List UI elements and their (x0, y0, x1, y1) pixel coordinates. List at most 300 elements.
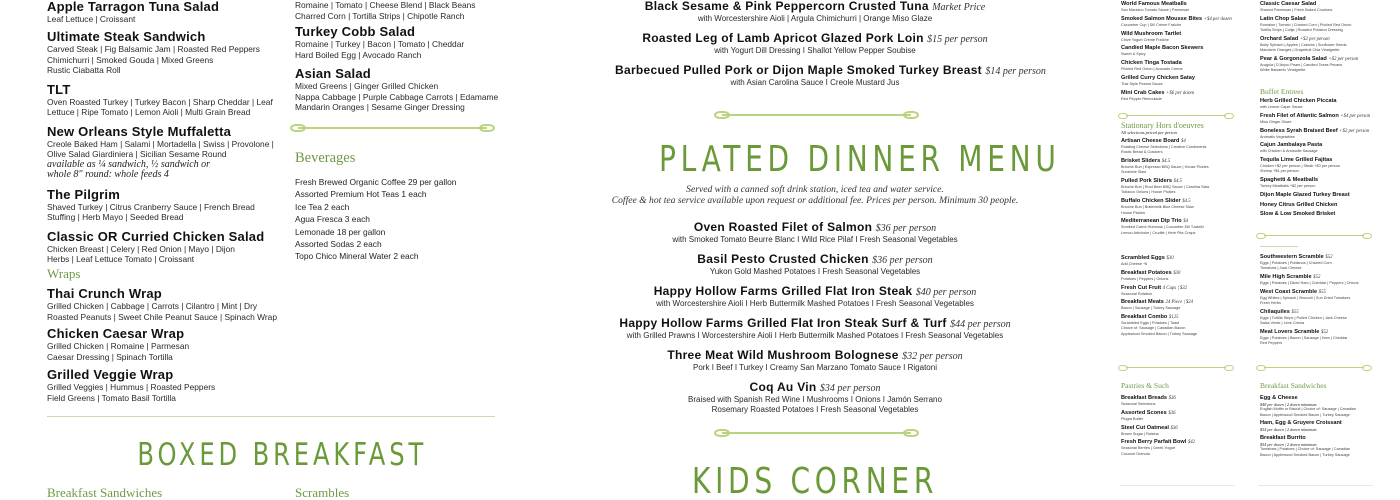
item-title: Pear & Gorgonzola Salad (1260, 55, 1327, 62)
item-title: Chicken Tinga Tostada (1121, 60, 1182, 67)
item-desc: Add Cheese +6 (1121, 262, 1148, 266)
beverages-heading: Beverages (295, 150, 356, 166)
item-desc: Eggs | Potatoes | Poblanos | Charred Corn (1260, 261, 1332, 265)
item-title: Roasted Leg of Lamb Apricot Glazed Pork Loin (642, 31, 924, 45)
item-heading (47, 327, 277, 341)
item-price: $15 per person (927, 34, 988, 45)
item-desc: Romaine | Tomato | Cheese Blend | Black Beans (295, 0, 476, 10)
item-desc: Salsa Verde | Lime Crema (1260, 321, 1305, 326)
item-desc: Rotating Cheese Selections | Creative Condiments (1121, 145, 1207, 149)
item-title: Meat Lovers Scramble (1260, 329, 1320, 336)
item-heading (1260, 202, 1370, 209)
item-title: Breakfast Burrito (1260, 435, 1306, 442)
item-price: $14 per person (985, 66, 1046, 77)
item-title: Mile High Scramble (1260, 274, 1312, 281)
item-heading (47, 368, 277, 382)
divider (1260, 246, 1298, 247)
item-price: $40 per person (915, 287, 977, 298)
item-desc: Seasonal Rotation (1121, 291, 1153, 296)
menu-item (47, 327, 277, 362)
item-title: World Famous Meatballs (1121, 1, 1187, 7)
item-title: Breakfast Potatoes (1121, 269, 1172, 276)
item-desc: Turkey Meatballs +$2 per person (1260, 184, 1316, 189)
item-heading (615, 32, 1015, 46)
item-title: Three Meat Wild Mushroom Bolognese (667, 348, 899, 362)
item-title: Honey Citrus Grilled Chicken (1260, 201, 1338, 208)
item-title: Happy Hollow Farms Grilled Flat Iron Steak (653, 284, 913, 298)
menu-item (1260, 157, 1370, 175)
item-heading (1121, 270, 1197, 277)
item-heading (600, 381, 1030, 395)
item-heading (47, 30, 274, 44)
beverage-list (295, 176, 456, 263)
item-desc: Grilled Chicken | Cabbage | Carrots | Cilantro | Mint | Dry (47, 301, 258, 311)
item-desc: Leaf Lettuce | Croissant (47, 14, 136, 24)
item-desc: Bacon | Applewood Smoked Bacon | Turkey Sausage (1260, 452, 1350, 457)
item-heading (615, 0, 1015, 14)
item-desc: Lemon Artichoke | Crudité | Herb Pita Crisps (1121, 230, 1196, 235)
menu-item (1260, 142, 1370, 154)
item-title: Black Sesame & Pink Peppercorn Crusted Tuna (644, 0, 929, 13)
item-price: $36 (1168, 396, 1176, 401)
item-heading (47, 230, 274, 244)
item-heading (600, 317, 1030, 331)
item-heading (1260, 36, 1358, 43)
item-title: Candied Maple Bacon Skewers (1121, 45, 1204, 52)
item-title: Turkey Cobb Salad (295, 24, 416, 39)
item-desc: Eggs | Potatoes | Diced Ham | Cheddar | Peppers | Onions (1260, 281, 1359, 286)
menu-item (1260, 98, 1370, 110)
item-price: $4.5 (1182, 199, 1191, 205)
item-heading (1121, 178, 1209, 185)
menu-item (47, 188, 274, 223)
item-desc: Mandarin Oranges | Grapefruit Chia Vinaigrette (1260, 48, 1340, 53)
item-desc: Shaved Turkey | Citrus Cranberry Sauce | French Bread (47, 201, 255, 212)
item-desc: Sweet & Spicy (1121, 52, 1146, 57)
menu-item (1121, 410, 1195, 422)
menu-item (295, 25, 498, 60)
item-desc: White Balsamic Vinaigrette (1260, 68, 1306, 73)
item-price: +$2 per person (1328, 56, 1359, 62)
item-title: Chicken Caesar Wrap (47, 326, 185, 342)
item-heading (1121, 16, 1232, 23)
item-heading (1260, 128, 1370, 135)
item-heading (1121, 75, 1232, 82)
item-heading (600, 221, 1030, 235)
menu-item (1121, 314, 1197, 337)
menu-item (1260, 309, 1359, 327)
item-title: Grilled Veggie Wrap (47, 366, 174, 382)
item-heading (1121, 439, 1195, 446)
vine-divider (292, 124, 493, 132)
item-title: Coq Au Vin (749, 380, 817, 394)
menu-item (1121, 31, 1232, 43)
item-note: $48 per dozen | 2 dozen minimum (1260, 402, 1317, 407)
item-title: Breakfast Meats (1121, 299, 1164, 306)
item-desc: with Lemon Caper Sauce (1260, 105, 1303, 109)
kids-corner-title: KIDS CORNER (691, 461, 939, 500)
menu-item (1121, 285, 1197, 297)
item-title: Apple Tarragon Tuna Salad (47, 0, 220, 14)
item-title: The Pilgrim (47, 186, 120, 202)
item-desc: Eggs | Potatoes | Bacon | Sausage | Ham | Cheddar (1260, 336, 1348, 341)
item-desc: Chicken +$2 per person | Steak +$3 per person (1260, 164, 1340, 169)
item-price: 4 Cups | $32 (1162, 285, 1188, 291)
item-title: Southwestern Scramble (1260, 254, 1324, 260)
item-title: Buffalo Chicken Slider (1121, 198, 1181, 205)
item-heading (47, 188, 274, 202)
item-desc: Pork I Beef I Turkey I Creamy San Marzano Tomato Sauce I Rigatoni (693, 363, 937, 372)
vine-divider (1258, 365, 1370, 371)
menu-item (295, 67, 498, 113)
plated-dinner-title: PLATED DINNER MENU (659, 139, 1061, 180)
item-title: Scrambled Eggs (1121, 255, 1165, 261)
menu-item (1260, 435, 1356, 458)
item-note: available as ¼ sandwich, ½ sandwich or (47, 158, 211, 170)
item-desc: Nappa Cabbage | Purple Cabbage Carrots | Edamame (295, 91, 499, 102)
menu-item (1121, 1, 1232, 13)
item-heading (600, 349, 1030, 363)
menu-item (47, 83, 274, 118)
item-desc: Oven Roasted Turkey | Turkey Bacon | Sharp Cheddar | Leaf (47, 96, 273, 107)
plated-entree-list (600, 221, 1030, 423)
item-desc: Charred Corn | Tortilla Strips | Chipotle Ranch (295, 10, 465, 21)
item-desc: with Worcestershire Aioli I Herb Buttermilk Mashed Potatoes I Fresh Seasonal Vegetables (656, 299, 974, 308)
item-desc: Lettuce | Ripe Tomato | Lemon Aioli | Multi Grain Bread (47, 107, 251, 117)
item-heading (47, 125, 274, 139)
item-desc: Braised with Spanish Red Wine I Mushrooms I Onions I Jamón Serrano (688, 395, 942, 404)
item-title: Brisket Sliders (1121, 158, 1161, 165)
menu-item (47, 230, 274, 265)
item-price: $4 (1183, 219, 1188, 225)
item-price: $55 (1291, 309, 1299, 315)
item-heading (1121, 410, 1195, 417)
item-price: $52 (1320, 330, 1329, 336)
item-desc: English Muffin or Biscuit | Choice of: Sausage | Canadian (1260, 407, 1357, 412)
buffet-list (1260, 98, 1370, 221)
vine-divider (716, 111, 917, 119)
item-price: Market Price (932, 2, 986, 13)
item-desc: Brown Sugar | Raisins (1121, 431, 1159, 436)
item-price: $36 (1170, 425, 1178, 431)
item-heading (1121, 138, 1209, 145)
item-desc: Mandarin Oranges | Sesame Ginger Dressing (295, 102, 465, 112)
item-desc: Applewood Smoked Bacon | Turkey Sausage (1121, 331, 1198, 336)
item-heading (1260, 177, 1370, 184)
menu-item (1121, 16, 1232, 28)
item-heading (1121, 45, 1232, 52)
menu-item (1260, 289, 1359, 307)
menu-item (47, 368, 277, 403)
item-desc: with Yogurt Dill Dressing I Shallot Yellow Pepper Soubise (714, 46, 916, 55)
item-desc: Cucumber Cup | Dill Crème Fraîche (1121, 22, 1182, 27)
vine-divider (1258, 233, 1370, 239)
vine-divider (1120, 113, 1232, 119)
item-heading (1121, 299, 1197, 306)
item-desc: Herbs | Leaf Lettuce Tomato | Croissant (47, 254, 195, 264)
item-desc: Brioche Bun | Espresso BBQ Sauce | House Pickles (1121, 165, 1209, 170)
breakfast-sandwiches-heading: Breakfast Sandwiches (47, 485, 163, 500)
item-title: Cajun Jambalaya Pasta (1260, 142, 1323, 149)
item-heading (1260, 274, 1359, 281)
item-title: Boneless Syrah Braised Beef (1260, 127, 1338, 134)
item-heading (1260, 98, 1370, 105)
item-desc: Potatoes | Peppers | Onions (1121, 276, 1169, 281)
item-title: Mini Crab Cakes (1121, 89, 1165, 96)
beverage-item: Ice Tea 2 each (295, 201, 350, 212)
menu-item (1121, 218, 1209, 236)
item-desc: Bacon | Applewood Smoked Bacon | Turkey Sausage (1260, 412, 1350, 417)
item-title: Assorted Scones (1121, 409, 1167, 416)
item-desc: Red Pepper Remoulade (1121, 96, 1162, 101)
item-heading (1121, 60, 1232, 67)
stationary-note: All selections priced per person (1121, 130, 1177, 135)
item-heading (47, 287, 277, 301)
item-title: Ultimate Steak Sandwich (47, 29, 206, 44)
plated-intro (600, 184, 1030, 206)
menu-item (1260, 1, 1358, 13)
item-desc: Tortilla Strips | Cotija | Roasted Poblano Dressing (1260, 28, 1343, 33)
stationary-heading: Stationary Hors d'oeuvres (1121, 121, 1204, 130)
item-heading (47, 83, 274, 97)
cut-item (47, 0, 219, 25)
item-price: $52 (1325, 255, 1333, 260)
divider (1120, 485, 1235, 486)
item-desc: Baby Spinach | Apples | Craisins | Sunflower Seeds (1260, 42, 1347, 47)
item-desc: Romaine | Tomato | Charred Corn | Pickled Red Onion (1260, 22, 1352, 27)
item-desc: Stuffing | Herb Mayo | Seeded Bread (47, 212, 184, 222)
buffet-heading: Buffet Entrees (1260, 87, 1304, 96)
sandwich-list (47, 30, 274, 272)
menu-item (1121, 425, 1195, 437)
item-desc: with Grilled Prawns I Worcestershire Aioli I Herb Buttermilk Mashed Potatoes I Fresh Seasonal Vegetables (626, 331, 1004, 340)
breakfast-sandwiches-heading-b: Breakfast Sandwiches (1260, 381, 1327, 390)
menu-item (1260, 211, 1370, 218)
item-desc: Pickled Red Onion | Avocado Crema (1121, 67, 1183, 72)
item-price: +$2 per person (1299, 36, 1330, 42)
divider (1258, 485, 1373, 486)
boxed-breakfast-title: BOXED BREAKFAST (137, 437, 428, 473)
menu-item (615, 63, 1046, 88)
menu-item (615, 0, 1015, 24)
item-desc: Shaved Parmesan | Fresh Baked Croutons (1260, 8, 1333, 12)
item-title: Basil Pesto Crusted Chicken (697, 252, 869, 266)
item-desc: Hard Boiled Egg | Avocado Ranch (295, 49, 422, 60)
item-heading (1260, 309, 1359, 316)
item-price: $55 (1318, 289, 1326, 295)
scrambles-list (1260, 254, 1359, 349)
item-title: Pulled Pork Sliders (1121, 178, 1172, 185)
menu-item (1121, 90, 1232, 102)
divider (47, 416, 495, 417)
item-desc: Chimichurri | Smoked Gouda | Mixed Greens (47, 54, 214, 65)
menu-item (47, 30, 274, 76)
top-entree-list (615, 0, 1046, 96)
menu-item (600, 221, 1030, 245)
item-title: West Coast Scramble (1260, 288, 1318, 295)
item-price: $36 per person (875, 223, 937, 234)
item-title: New Orleans Style Muffaletta (47, 123, 232, 139)
salad-list (295, 25, 498, 120)
item-title: Smoked Salmon Mousse Bites (1121, 15, 1203, 22)
item-price: $36 (1168, 410, 1176, 416)
item-title: Breakfast Breads (1121, 395, 1168, 401)
item-heading (1121, 285, 1197, 292)
menu-item (1121, 60, 1232, 72)
item-price: 24 Piece | $24 (1165, 300, 1194, 306)
stationary-list (1121, 138, 1209, 238)
menu-item (47, 125, 274, 181)
item-title: Artisan Cheese Board (1121, 138, 1180, 144)
item-title: Oven Roasted Filet of Salmon (693, 220, 873, 234)
item-title: Spaghetti & Meatballs (1260, 177, 1319, 184)
menu-item (1121, 45, 1232, 57)
pastries-heading: Pastries & Such (1121, 381, 1169, 390)
item-desc: Yukon Gold Mashed Potatoes I Fresh Seasonal Vegetables (709, 267, 921, 276)
item-title: Classic Caesar Salad (1260, 1, 1317, 7)
item-price: $44 per person (950, 319, 1011, 330)
item-title: Ham, Egg & Gruyere Croissant (1260, 420, 1342, 427)
item-heading (1260, 435, 1356, 442)
breakfast-sandwich-list (1260, 395, 1356, 461)
item-desc: Red Peppers (1260, 341, 1283, 346)
menu-item (1121, 75, 1232, 87)
item-desc: Field Greens | Tomato Basil Tortilla (47, 392, 176, 403)
menu-item (600, 349, 1030, 373)
item-desc: Tomatoes | Jack Cheese (1260, 266, 1302, 271)
cut-salad (295, 0, 475, 21)
item-title: Mediterranean Dip Trio (1121, 218, 1182, 225)
menu-item (600, 253, 1030, 277)
item-price: $4.5 (1161, 159, 1171, 165)
item-heading (1121, 255, 1197, 262)
item-heading (1121, 31, 1232, 38)
item-heading (1121, 90, 1232, 97)
item-desc: Grilled Veggies | Hummus | Roasted Peppers (47, 381, 216, 392)
salad-list-b (1260, 1, 1358, 76)
item-heading (1260, 1, 1358, 8)
item-heading (1260, 113, 1370, 120)
item-heading (1260, 192, 1370, 199)
item-desc: with Worcestershire Aioli | Argula Chimichurri | Orange Miso Glaze (697, 14, 933, 23)
intro-line: Coffee & hot tea service available upon request or additional fee. Prices per person. Minimum 30 people. (611, 195, 1019, 206)
menu-item (1121, 270, 1197, 282)
item-note: $54 per dozen | 2 dozen minimum (1260, 442, 1317, 448)
item-title: Fresh Berry Parfait Bowl (1121, 439, 1187, 446)
menu-item (1260, 274, 1359, 286)
item-price: $4.5 (1173, 179, 1182, 185)
beverage-item: Assorted Sodas 2 each (295, 239, 382, 250)
item-price: $34 per person (819, 383, 881, 394)
item-heading (1121, 158, 1209, 165)
item-title: Orchard Salad (1260, 35, 1299, 42)
wraps-list (47, 287, 277, 408)
item-price: +$2 per person (1339, 128, 1370, 134)
item-heading (600, 285, 1030, 299)
item-desc: Brioche Bun | Root Beer BBQ Sauce | Carolina Slaw (1121, 185, 1210, 190)
item-heading (1121, 314, 1197, 321)
item-price: $30 (1166, 256, 1174, 261)
item-price: $52 (1313, 275, 1321, 281)
item-heading (1121, 425, 1195, 432)
pastries-list (1121, 395, 1195, 459)
item-desc: Rosemary Roasted Potatoes I Fresh Seasonal Vegetables (711, 405, 919, 414)
item-desc: Carved Steak | Fig Balsamic Jam | Roasted Red Peppers (47, 44, 260, 54)
beverage-item: Fresh Brewed Organic Coffee 29 per gallon (295, 177, 457, 187)
menu-item (1260, 254, 1359, 272)
item-desc: Bacon | Sausage | Turkey Sausage (1121, 306, 1181, 311)
item-title: Slow & Low Smoked Brisket (1260, 211, 1336, 218)
item-heading (615, 63, 1046, 78)
item-desc: Egg Whites | Spinach | Broccoli | Sun Dried Tomatoes (1260, 295, 1351, 300)
item-desc: Creole Baked Ham | Salami | Mortadella | Swiss | Provolone | (47, 138, 274, 149)
item-desc: Aromatic Vegetables (1260, 134, 1295, 139)
item-desc: Seasonal Berries | Greek Yogurt (1121, 446, 1176, 451)
item-title: Wild Mushroom Tartlet (1121, 30, 1182, 37)
item-title: Dijon Maple Glazed Turkey Breast (1260, 192, 1350, 199)
item-heading (1121, 395, 1195, 402)
item-desc: Olive Salad Giardiniera | Sicilian Sesame Round (47, 149, 227, 159)
item-desc: Sunshine Slaw (1121, 170, 1147, 175)
menu-item (1260, 36, 1358, 54)
item-heading (1121, 198, 1209, 205)
item-price: $30 (1173, 270, 1181, 276)
menu-item (1260, 192, 1370, 199)
scrambles-heading: Scrambles (295, 485, 350, 500)
item-note: whole 8" round: whole feeds 4 (47, 169, 169, 180)
menu-item (600, 317, 1030, 341)
item-desc: Coconut Granola (1121, 451, 1150, 456)
item-title: Egg & Cheese (1260, 395, 1298, 401)
wraps-heading: Wraps (47, 266, 81, 281)
item-heading (1260, 329, 1359, 336)
item-desc: with Chicken & Andouille Sausage (1260, 149, 1318, 154)
item-heading (1260, 289, 1359, 296)
intro-line: Served with a canned soft drink station, iced tea and water service. (686, 184, 944, 195)
item-title: Tequila Lime Grilled Fajitas (1260, 157, 1333, 164)
item-desc: Seasonal Selections (1121, 402, 1156, 406)
item-title: Asian Salad (295, 66, 371, 81)
item-heading (1121, 1, 1232, 8)
item-title: Happy Hollow Farms Grilled Flat Iron Steak Surf & Turf (619, 316, 947, 330)
menu-item (1121, 299, 1197, 311)
item-desc: Smoked Carrot Hummus | Cucumber-Dill Tzatziki (1121, 225, 1204, 230)
item-desc: Plugra Butter (1121, 416, 1144, 421)
item-heading (1260, 142, 1370, 149)
menu-item (1121, 138, 1209, 156)
menu-item (600, 285, 1030, 309)
menu-item (1121, 198, 1209, 216)
menu-item (1260, 329, 1359, 347)
item-title: Classic OR Curried Chicken Salad (47, 228, 265, 244)
menu-item (600, 381, 1030, 415)
item-title: Fresh Filet of Atlantic Salmon (1260, 112, 1339, 119)
item-title: Grilled Curry Chicken Satay (1121, 74, 1195, 81)
item-heading (295, 25, 498, 39)
item-desc: with Asian Carolina Sauce I Creole Mustard Jus (730, 78, 900, 87)
item-heading (1260, 157, 1370, 164)
menu-item (1121, 178, 1209, 196)
item-desc: Fresh Herbs (1260, 301, 1281, 306)
menu-item (1260, 177, 1370, 189)
item-desc: Scrambled Eggs | Potatoes | Toast (1121, 321, 1180, 326)
item-price: $32 per person (902, 351, 963, 362)
item-desc: House Pickles (1121, 210, 1146, 215)
item-note: $54 per dozen | 2 dozen minimum (1260, 427, 1317, 433)
item-price: $36 per person (872, 255, 933, 266)
item-title: Fresh Cut Fruit (1121, 284, 1162, 291)
item-desc: Caesar Dressing | Spinach Tortilla (47, 352, 173, 363)
